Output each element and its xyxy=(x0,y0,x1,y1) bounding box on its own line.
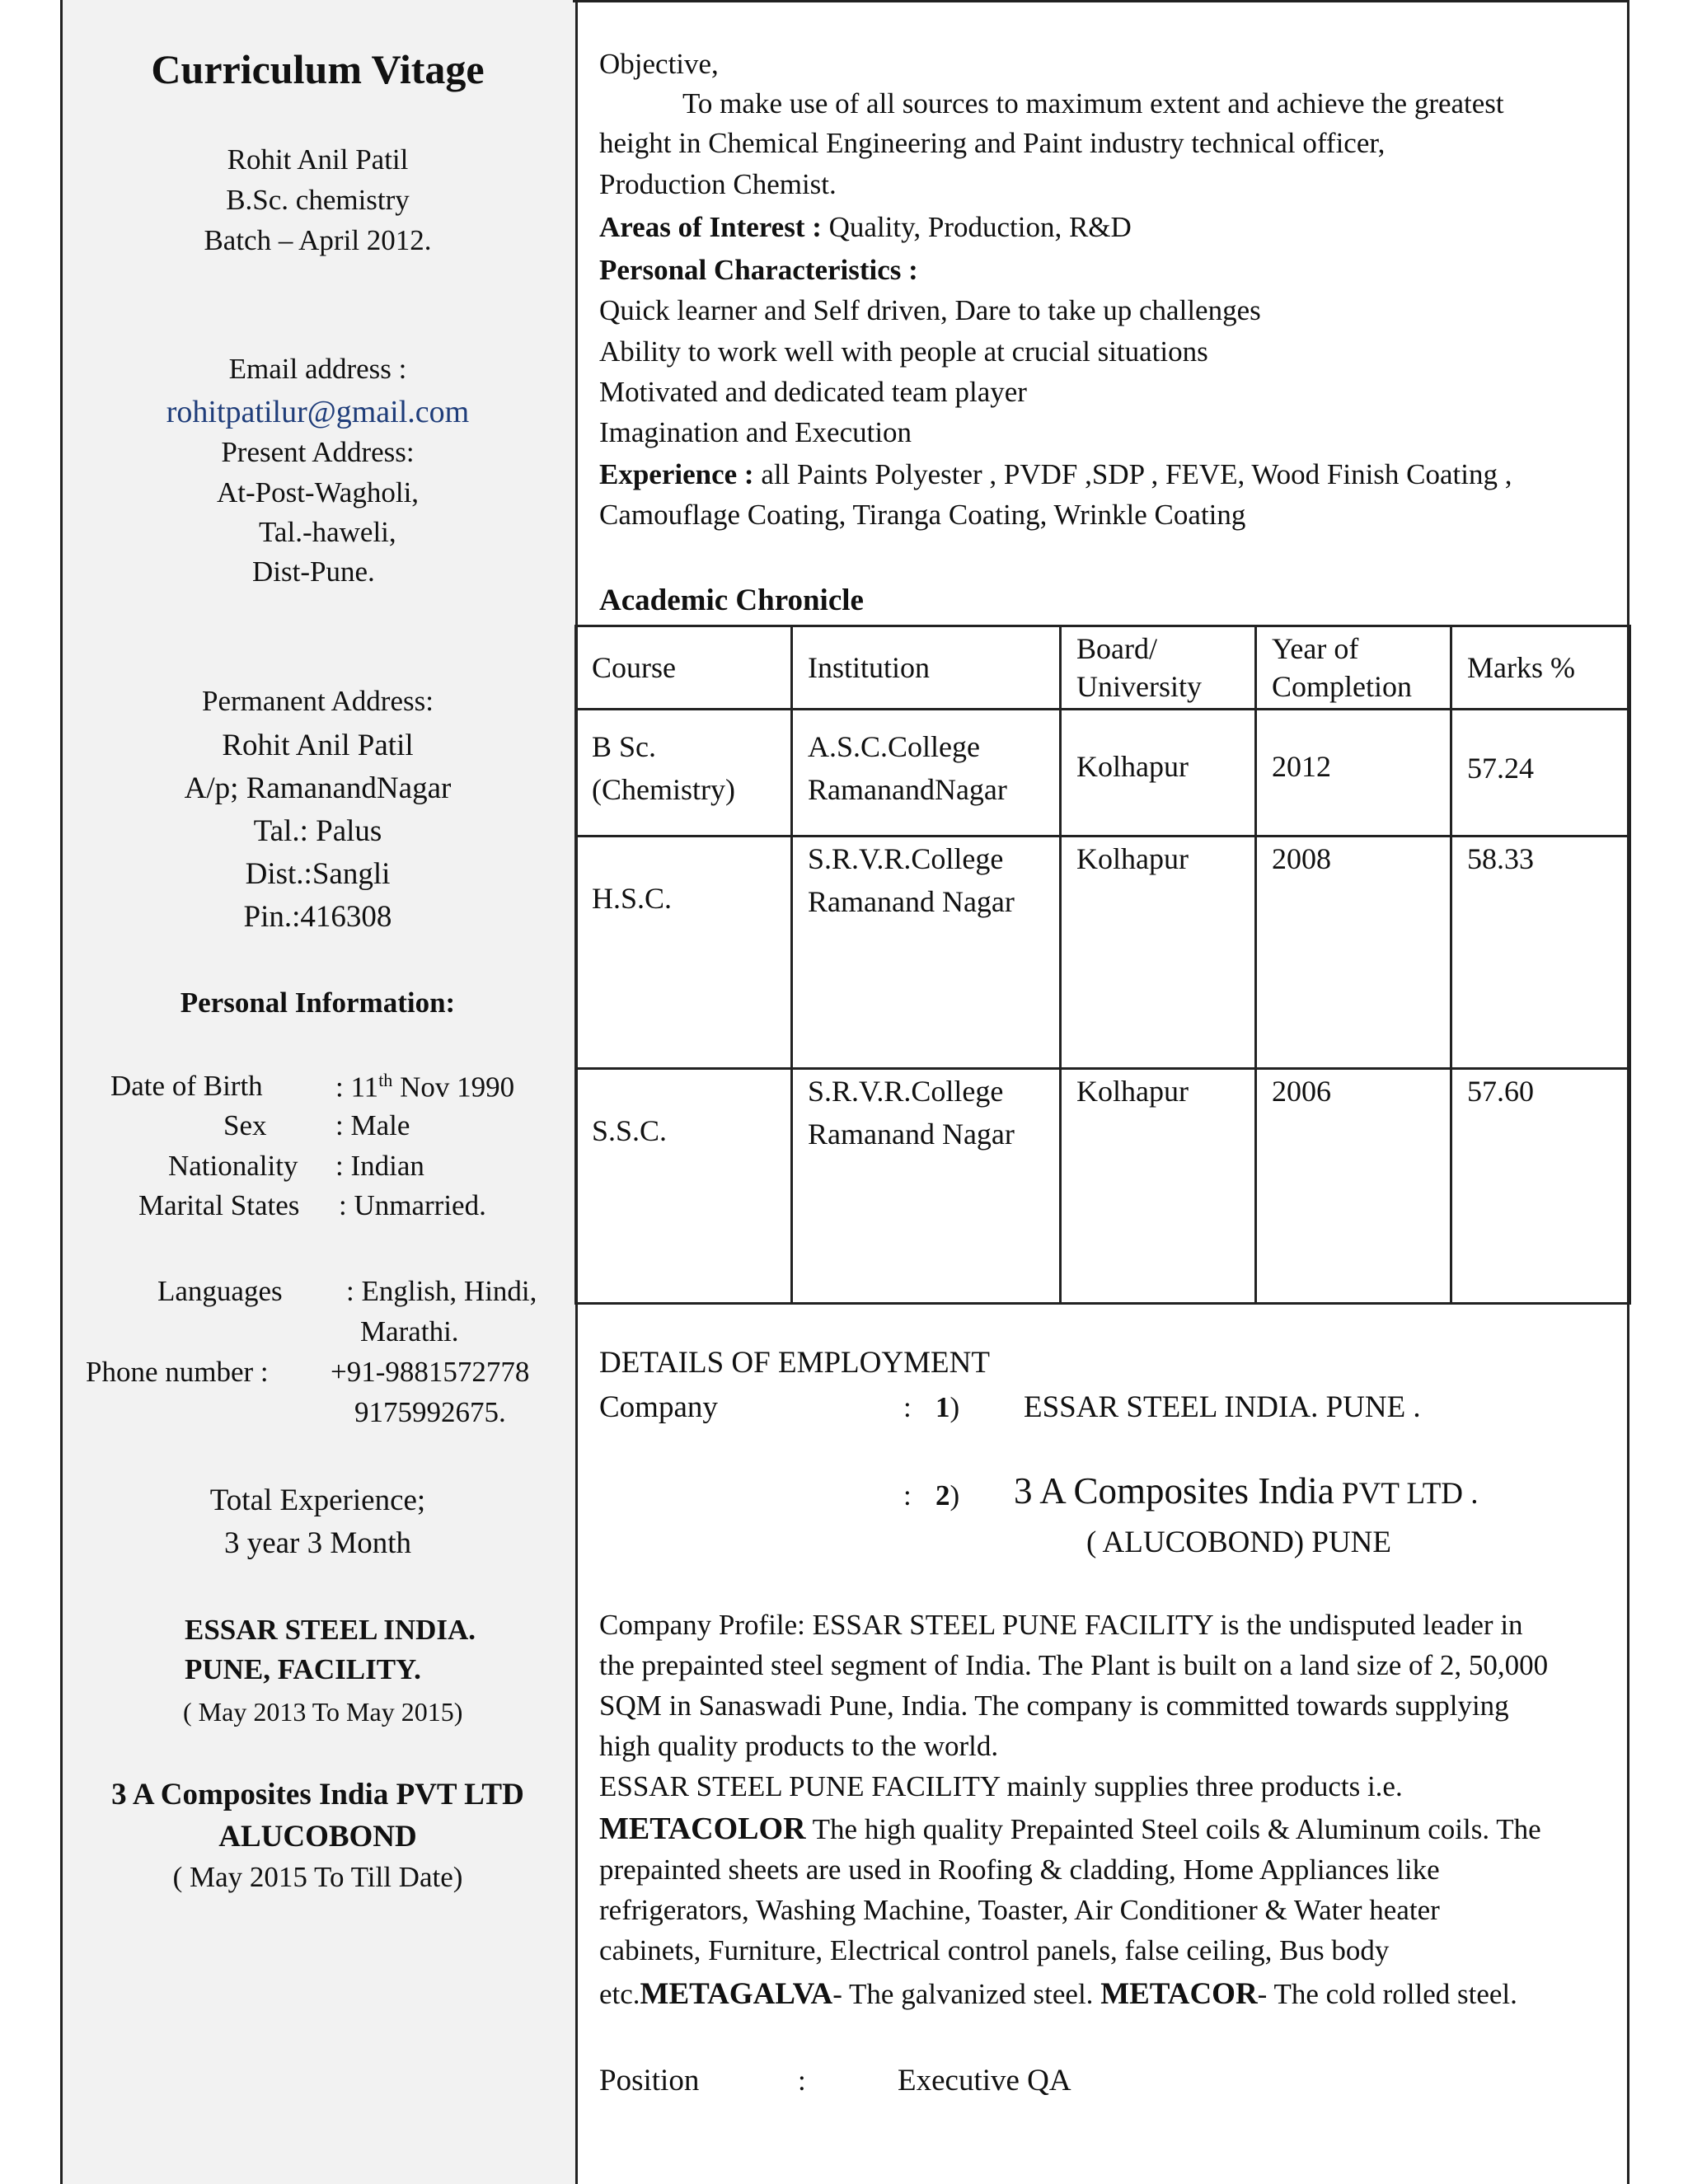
company-colon: : xyxy=(903,1391,912,1423)
company1-name: ESSAR STEEL INDIA. PUNE . xyxy=(1024,1390,1421,1424)
position-colon: : xyxy=(798,2064,806,2097)
marital-value: : Unmarried. xyxy=(339,1189,486,1221)
nationality-value: : Indian xyxy=(335,1150,424,1182)
languages-label: Languages xyxy=(157,1275,283,1307)
course-cell: B Sc. (Chemistry) xyxy=(576,710,792,837)
personal-info-heading: Personal Information: xyxy=(180,987,456,1019)
company1-number: 1) xyxy=(935,1391,960,1423)
characteristic-item: Ability to work well with people at crucial situations xyxy=(599,335,1208,368)
permanent-address-line: Tal.: Palus xyxy=(253,814,382,848)
table-header-row xyxy=(576,626,1630,710)
total-experience-label: Total Experience; xyxy=(209,1483,426,1517)
table-row xyxy=(576,1069,1630,1304)
objective-text: height in Chemical Engineering and Paint industry technical officer, xyxy=(599,127,1386,159)
sex-label: Sex xyxy=(223,1109,267,1141)
job1-dates: ( May 2013 To May 2015) xyxy=(183,1697,463,1727)
present-address-line: Dist-Pune. xyxy=(252,555,375,588)
marks-cell: 58.33 xyxy=(1451,837,1630,1069)
present-address-line: At-Post-Wagholi, xyxy=(216,476,420,509)
total-experience-value: 3 year 3 Month xyxy=(223,1526,412,1560)
year-cell: 2008 xyxy=(1256,837,1451,1069)
company-profile-text: the prepainted steel segment of India. The Plant is built on a land size of 2, 50,000 xyxy=(599,1649,1549,1681)
position-label: Position xyxy=(599,2064,700,2097)
institution-cell: A.S.C.College RamanandNagar xyxy=(792,710,1061,837)
objective-text: Production Chemist. xyxy=(599,168,837,200)
permanent-address-label: Permanent Address: xyxy=(202,685,434,717)
table-row xyxy=(576,837,1630,1069)
characteristics-heading: Personal Characteristics : xyxy=(599,254,918,286)
institution-cell: S.R.V.R.College Ramanand Nagar xyxy=(792,1069,1061,1304)
company-profile-text: etc.METAGALVA- The galvanized steel. METACOR- The cold rolled steel. xyxy=(599,1977,1517,2011)
company-profile-text: Company Profile: ESSAR STEEL PUNE FACILITY is the undisputed leader in xyxy=(599,1609,1523,1641)
job1-company: PUNE, FACILITY. xyxy=(185,1653,421,1685)
email-link[interactable]: rohitpatilur@gmail.com xyxy=(166,395,470,429)
job2-dates: ( May 2015 To Till Date) xyxy=(172,1861,463,1893)
nationality-label: Nationality xyxy=(168,1150,298,1182)
permanent-address-line: Dist.:Sangli xyxy=(245,857,391,891)
header-cell: Board/ University xyxy=(1061,626,1256,710)
header-cell: Marks % xyxy=(1451,626,1630,710)
company2-number: 2) xyxy=(935,1479,960,1511)
marks-cell: 57.24 xyxy=(1451,710,1630,837)
languages-value: Marathi. xyxy=(360,1315,459,1347)
experience-line: Experience : all Paints Polyester , PVDF ,SDP , FEVE, Wood Finish Coating , xyxy=(599,458,1512,490)
company-profile-text: METACOLOR The high quality Prepainted Steel coils & Aluminum coils. The xyxy=(599,1811,1541,1846)
characteristic-item: Motivated and dedicated team player xyxy=(599,376,1027,408)
permanent-address-line: Pin.:416308 xyxy=(243,900,392,934)
phone-label: Phone number : xyxy=(86,1356,269,1388)
candidate-name: Rohit Anil Patil xyxy=(227,143,409,176)
objective-heading: Objective, xyxy=(599,48,719,80)
degree: B.Sc. chemistry xyxy=(226,184,410,216)
company-profile-text: ESSAR STEEL PUNE FACILITY mainly supplies three products i.e. xyxy=(599,1770,1403,1802)
year-cell: 2012 xyxy=(1256,710,1451,837)
position-value: Executive QA xyxy=(898,2064,1071,2097)
objective-text: To make use of all sources to maximum extent and achieve the greatest xyxy=(682,87,1504,120)
board-cell: Kolhapur xyxy=(1061,710,1256,837)
cv-title: Curriculum Vitage xyxy=(151,46,485,92)
header-cell: Course xyxy=(576,626,792,710)
company-colon: : xyxy=(903,1479,912,1511)
job2-company: ALUCOBOND xyxy=(218,1820,417,1854)
board-cell: Kolhapur xyxy=(1061,1069,1256,1304)
job1-company: ESSAR STEEL INDIA. xyxy=(185,1614,476,1646)
languages-value: : English, Hindi, xyxy=(346,1275,537,1307)
present-address-line: Tal.-haweli, xyxy=(259,516,396,548)
company2-name: 3 A Composites India PVT LTD . xyxy=(1014,1470,1479,1511)
table-row xyxy=(576,710,1630,837)
top-border xyxy=(573,0,1629,2)
company-profile-text: cabinets, Furniture, Electrical control panels, false ceiling, Bus body xyxy=(599,1934,1390,1966)
dob-value: : 11th Nov 1990 xyxy=(335,1070,515,1104)
marital-label: Marital States xyxy=(138,1189,300,1221)
header-cell: Year of Completion xyxy=(1256,626,1451,710)
phone-number: 9175992675. xyxy=(354,1396,506,1428)
email-label: Email address : xyxy=(228,353,407,385)
areas-of-interest: Areas of Interest : Quality, Production, R&D xyxy=(599,211,1132,243)
job2-company: 3 A Composites India PVT LTD xyxy=(111,1778,524,1811)
course-cell: S.S.C. xyxy=(576,1069,792,1304)
characteristic-item: Quick learner and Self driven, Dare to take up challenges xyxy=(599,294,1261,326)
sex-value: : Male xyxy=(335,1109,410,1141)
permanent-address-line: Rohit Anil Patil xyxy=(222,729,414,762)
employment-heading: DETAILS OF EMPLOYMENT xyxy=(599,1346,990,1380)
phone-number: +91-9881572778 xyxy=(331,1356,530,1388)
dob-label: Date of Birth xyxy=(110,1070,263,1102)
year-cell: 2006 xyxy=(1256,1069,1451,1304)
characteristic-item: Imagination and Execution xyxy=(599,416,912,448)
company-profile-text: prepainted sheets are used in Roofing & cladding, Home Appliances like xyxy=(599,1854,1440,1886)
company2-subtitle: ( ALUCOBOND) PUNE xyxy=(1086,1526,1391,1559)
course-cell: H.S.C. xyxy=(576,837,792,1069)
company-profile-text: high quality products to the world. xyxy=(599,1730,999,1762)
academic-heading: Academic Chronicle xyxy=(599,583,864,617)
board-cell: Kolhapur xyxy=(1061,837,1256,1069)
company-label: Company xyxy=(599,1390,718,1424)
company-profile-text: refrigerators, Washing Machine, Toaster, Air Conditioner & Water heater xyxy=(599,1894,1440,1926)
experience-line: Camouflage Coating, Tiranga Coating, Wrinkle Coating xyxy=(599,499,1246,531)
marks-cell: 57.60 xyxy=(1451,1069,1630,1304)
header-cell: Institution xyxy=(792,626,1061,710)
company-profile-text: SQM in Sanaswadi Pune, India. The company is committed towards supplying xyxy=(599,1690,1509,1722)
batch: Batch – April 2012. xyxy=(204,224,432,256)
academic-table xyxy=(574,625,1631,1305)
institution-cell: S.R.V.R.College Ramanand Nagar xyxy=(792,837,1061,1069)
permanent-address-line: A/p; RamanandNagar xyxy=(184,771,452,805)
present-address-label: Present Address: xyxy=(221,436,415,468)
